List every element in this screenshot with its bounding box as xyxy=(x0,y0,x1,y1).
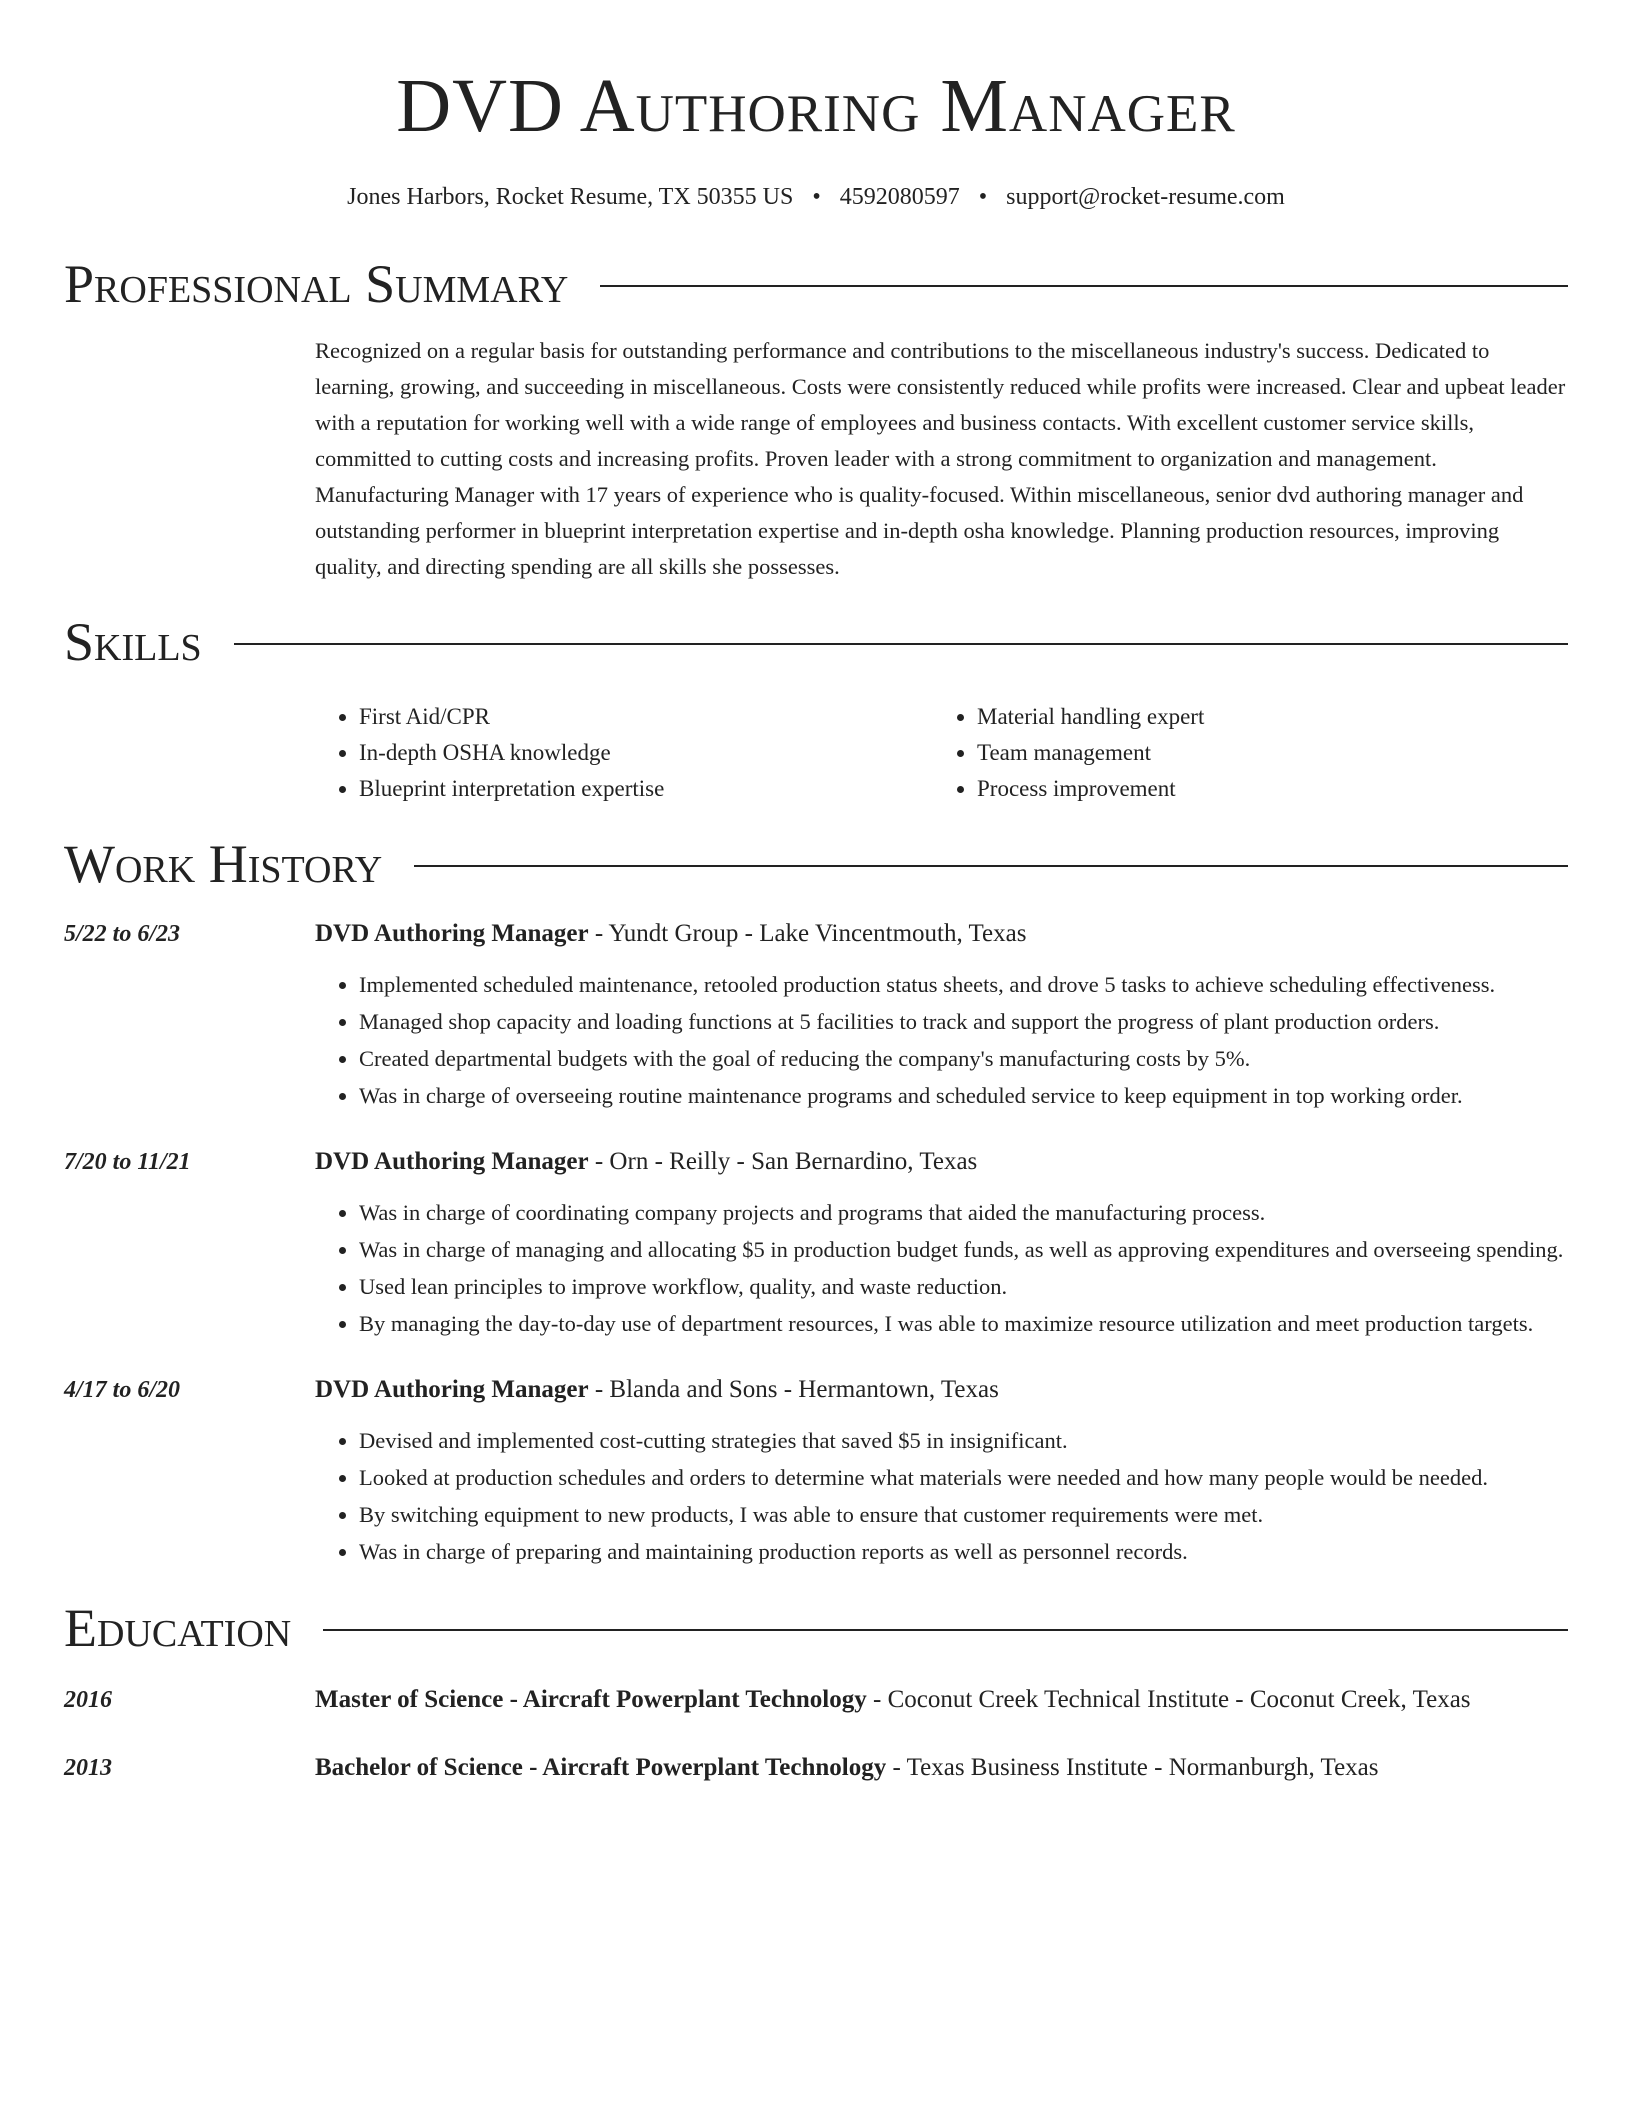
skill-item: • In-depth OSHA knowledge xyxy=(359,735,933,771)
job-bullet: • Was in charge of coordinating company projects and programs that aided the manufacturing process. xyxy=(359,1195,1568,1231)
job-details: - Orn - Reilly - San Bernardino, Texas xyxy=(588,1148,978,1175)
skill-item: • Process improvement xyxy=(977,771,1204,807)
skill-item: • First Aid/CPR xyxy=(359,699,933,735)
education-entry xyxy=(64,1683,1568,1717)
degree-title: Master of Science - Aircraft Powerplant Technology xyxy=(315,1686,867,1713)
job-bullet: • Used lean principles to improve workflow, quality, and waste reduction. xyxy=(359,1269,1568,1305)
skills-heading: Skills xyxy=(64,612,202,672)
skill-item: • Team management xyxy=(977,735,1204,771)
work-section-header xyxy=(64,834,1568,894)
work-history-list xyxy=(64,917,1568,1571)
job-bullet: • By managing the day-to-day use of department resources, I was able to maximize resource utilization and meet production targets. xyxy=(359,1306,1568,1342)
job-dates: 7/20 to 11/21 xyxy=(64,1149,191,1175)
education-heading: Education xyxy=(64,1598,292,1658)
summary-text: Recognized on a regular basis for outstanding performance and contributions to the miscellaneous industry's success. Dedicated to learning, growing, and succeeding in miscellaneous. Costs were consistently reduced while profits were increased. Clear and upbeat leader with a reputation for working well with a wide range of employees and business contacts. With excellent customer service skills, committed to cutting costs and increasing profits. Proven leader with a strong commitment to organization and management. Manufacturing Manager with 17 years of experience who is quality-focused. Within miscellaneous, senior dvd authoring manager and outstanding performer in blueprint interpretation expertise and in-depth osha knowledge. Planning production resources, improving quality, and directing spending are all skills she possesses. xyxy=(315,338,1566,579)
education-heading-line xyxy=(315,1751,1379,1785)
job-bullets xyxy=(315,967,1568,1114)
contact-separator: • xyxy=(812,184,821,210)
job-entry xyxy=(64,1145,1568,1343)
school-details: - Texas Business Institute - Normanburgh, Texas xyxy=(886,1754,1379,1781)
job-details: - Blanda and Sons - Hermantown, Texas xyxy=(588,1376,999,1403)
job-title: DVD Authoring Manager xyxy=(315,920,589,947)
job-bullet: • Looked at production schedules and orders to determine what materials were needed and how many people would be needed. xyxy=(359,1460,1568,1496)
resume-title: DVD Authoring Manager xyxy=(396,64,1236,148)
job-dates: 4/17 to 6/20 xyxy=(64,1377,181,1403)
phone-text: 4592080597 xyxy=(839,184,960,210)
job-bullet: • Was in charge of overseeing routine maintenance programs and scheduled service to keep equipment in top working order. xyxy=(359,1078,1568,1114)
job-entry xyxy=(64,917,1568,1115)
section-divider xyxy=(414,865,1568,867)
job-title: DVD Authoring Manager xyxy=(315,1148,589,1175)
contact-line xyxy=(64,184,1568,211)
job-bullets xyxy=(315,1195,1568,1342)
job-bullet: • By switching equipment to new products, I was able to ensure that customer requirements were met. xyxy=(359,1497,1568,1533)
work-heading: Work History xyxy=(64,834,383,894)
section-divider xyxy=(234,643,1568,645)
education-section-header xyxy=(64,1598,1568,1658)
summary-section-header xyxy=(64,254,1568,314)
job-dates: 5/22 to 6/23 xyxy=(64,921,181,947)
summary-heading: Professional Summary xyxy=(64,254,569,314)
job-bullet: • Implemented scheduled maintenance, retooled production status sheets, and drove 5 tasks to achieve scheduling effectiveness. xyxy=(359,967,1568,1003)
education-year: 2013 xyxy=(64,1755,112,1781)
skills-column-left xyxy=(315,699,933,807)
address-text: Jones Harbors, Rocket Resume, TX 50355 US xyxy=(347,184,794,210)
section-divider xyxy=(323,1629,1568,1631)
education-heading-line xyxy=(315,1683,1471,1717)
school-details: - Coconut Creek Technical Institute - Coconut Creek, Texas xyxy=(866,1686,1471,1713)
section-divider xyxy=(600,285,1568,287)
skills-list xyxy=(315,699,1568,807)
contact-separator: • xyxy=(978,184,988,210)
education-year: 2016 xyxy=(64,1687,112,1713)
job-bullets xyxy=(315,1423,1568,1570)
job-entry xyxy=(64,1373,1568,1571)
job-heading xyxy=(315,1145,1568,1179)
degree-title: Bachelor of Science - Aircraft Powerplant Technology xyxy=(315,1754,887,1781)
education-entry xyxy=(64,1751,1568,1785)
job-bullet: • Managed shop capacity and loading functions at 5 facilities to track and support the progress of plant production orders. xyxy=(359,1004,1568,1040)
job-body xyxy=(315,1373,1568,1571)
job-bullet: • Created departmental budgets with the goal of reducing the company's manufacturing costs by 5%. xyxy=(359,1041,1568,1077)
job-body xyxy=(315,1145,1568,1343)
skill-item: • Blueprint interpretation expertise xyxy=(359,771,933,807)
job-bullet: • Devised and implemented cost-cutting strategies that saved $5 in insignificant. xyxy=(359,1423,1568,1459)
job-details: - Yundt Group - Lake Vincentmouth, Texas xyxy=(588,920,1027,947)
skills-column-right xyxy=(933,699,1204,807)
job-bullet: • Was in charge of preparing and maintaining production reports as well as personnel records. xyxy=(359,1534,1568,1570)
job-bullet: • Was in charge of managing and allocating $5 in production budget funds, as well as approving expenditures and overseeing spending. xyxy=(359,1232,1568,1268)
job-heading xyxy=(315,917,1568,951)
education-list xyxy=(64,1683,1568,1785)
skill-item: • Material handling expert xyxy=(977,699,1204,735)
job-title: DVD Authoring Manager xyxy=(315,1376,589,1403)
job-heading xyxy=(315,1373,1568,1407)
job-body xyxy=(315,917,1568,1115)
skills-section-header xyxy=(64,612,1568,672)
email-link[interactable]: support@rocket-resume.com xyxy=(1006,184,1285,210)
